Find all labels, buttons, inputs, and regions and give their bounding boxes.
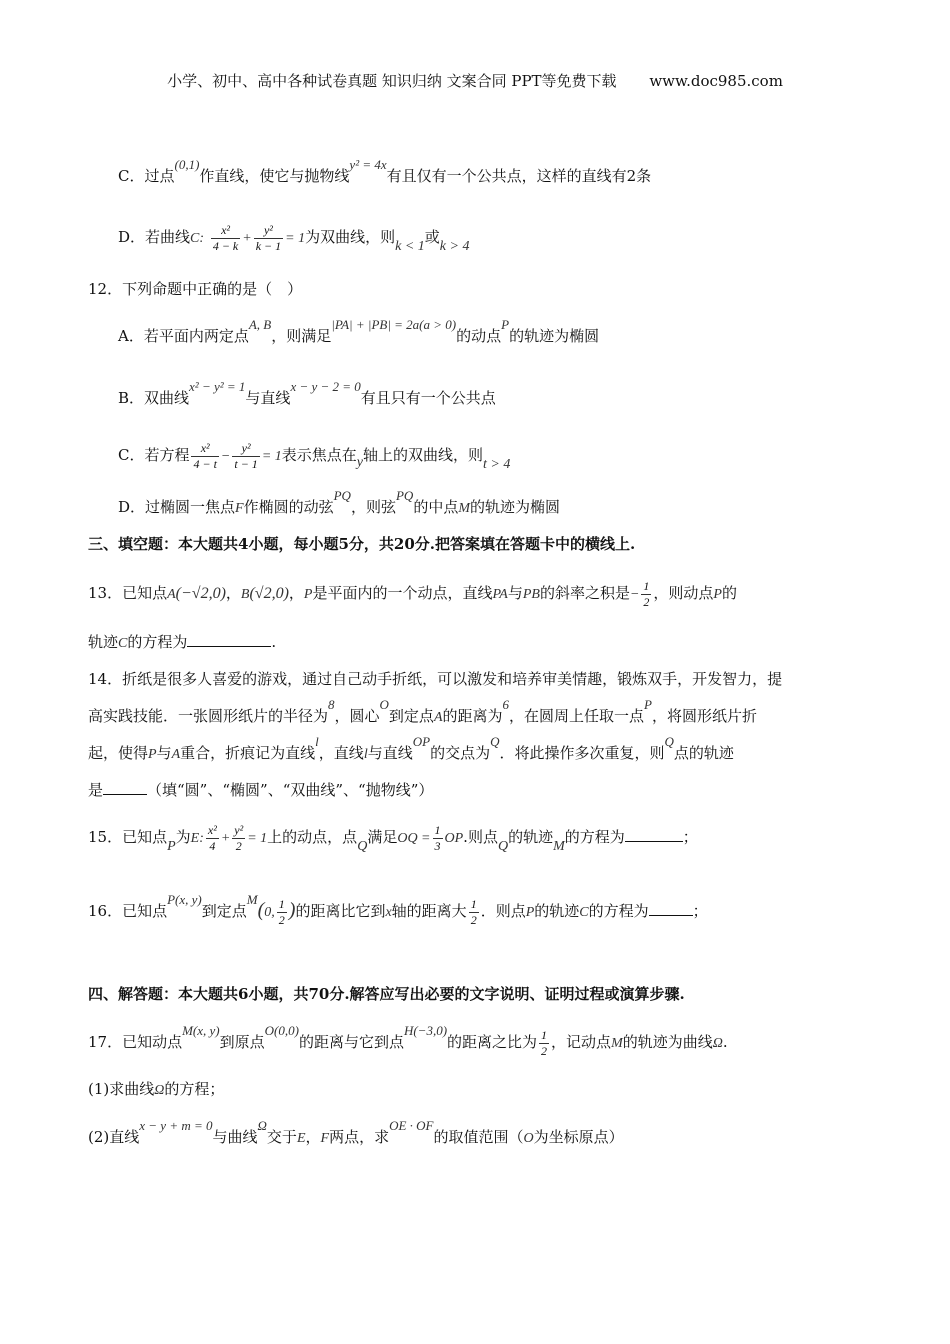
text-span: 2 [470,912,477,927]
text-span: A．若平面内两定点 [118,327,249,345]
text-span: 的轨迹 [508,828,554,846]
text-span: t − 1 [234,456,258,471]
text-span: x² [191,441,218,457]
text-span: (1)求曲线 [88,1080,155,1098]
text-span: 为 [175,828,191,846]
text-span: x² [211,223,240,239]
math-expression: l [315,734,319,749]
q11-option-d [118,222,469,254]
math-expression: + [242,231,252,246]
text-span: 的轨迹 [534,902,580,920]
math-expression: 0, [264,905,275,920]
math-expression: P [303,587,313,602]
text-span: 轴上的双曲线，则 [363,446,484,464]
math-expression: PB [522,587,540,602]
page-header [0,70,950,91]
text-span: 1 [278,896,285,911]
math-expression: O(0,0) [264,1023,299,1038]
math-expression: M [246,892,258,907]
fraction [191,441,218,472]
math-expression: P [167,839,176,854]
fraction [641,579,651,610]
fraction [254,223,283,254]
math-expression: Q [490,734,500,749]
answer-blank[interactable] [625,827,683,842]
math-expression: PQ [333,488,351,503]
text-span: 有且只有一个公共点 [360,389,496,407]
math-expression: H(−3,0) [403,1023,448,1038]
math-expression: C [579,905,589,920]
text-span: y² [232,441,259,457]
text-span: 2 [643,594,650,609]
math-expression: E [296,1131,306,1146]
math-expression: Q [497,839,509,854]
text-span: ，记动点 [551,1033,612,1051]
text-span: 轨迹 [88,633,119,651]
text-span: . [722,1033,728,1051]
text-span: 轴的距离大 [391,902,467,920]
math-expression: + [220,831,231,846]
text-span: 两点，求 [329,1128,390,1146]
math-expression: P [501,317,510,332]
math-expression: PQ [395,488,414,503]
math-expression: = 1 [247,831,268,846]
math-expression: B [240,587,250,602]
text-span: x² [207,822,217,837]
q17-part-2 [88,1118,624,1149]
text-span: C．过点 [118,167,175,185]
text-span: 的 [721,584,737,602]
math-expression: x − y + m = 0 [139,1118,213,1133]
math-expression: C [118,636,128,651]
section-3-heading: 三、填空题：本大题共4小题，每小题5分，共20分.把答案填在答题卡中的横线上. [88,535,636,553]
text-span: ，直线 [318,744,364,762]
q12-option-d [118,488,561,519]
math-expression: ( [257,899,265,921]
math-expression: OP [444,831,464,846]
text-span: 到定点 [388,707,434,725]
math-expression: O [379,697,389,712]
text-span: 4 − k [212,238,239,253]
text-span: 为双曲线，则 [305,228,396,246]
text-span: y² [234,822,244,837]
text-span: 与 [507,584,523,602]
math-expression: t > 4 [483,457,511,472]
math-expression: M [553,839,565,854]
text-span: ， [288,584,304,602]
math-expression: = 1 [285,231,306,246]
text-span: 的方程为 [564,828,625,846]
math-expression: 6 [502,697,510,712]
text-span: 1 [434,822,441,837]
math-point: (0,1) [174,157,200,172]
text-span: 为坐标原点） [533,1128,624,1146]
math-expression: M [611,1036,623,1051]
text-span: 的取值范围（ [433,1128,524,1146]
fraction [539,1028,549,1059]
math-expression: y [356,455,363,470]
q17-stem [88,1023,728,1059]
text-span: D．若曲线 [118,228,191,246]
q14-line-4 [88,780,433,800]
text-span: 到原点 [219,1033,265,1051]
text-span: 的中点 [413,498,459,516]
text-span: .则点 [463,828,498,846]
text-span: ．则点 [480,902,526,920]
math-expression: OQ = [397,831,431,846]
text-span: ，将圆形纸片折 [651,707,757,725]
text-span: 的距离为 [442,707,503,725]
text-span: k − 1 [255,238,282,253]
math-expression: A [167,587,176,602]
math-expression: A [171,747,181,762]
text-span: 4 [209,838,216,853]
math-expression: k < 1 [395,239,425,254]
section-4-heading: 四、解答题：本大题共6小题，共70分.解答应写出必要的文字说明、证明过程或演算步骤. [88,985,685,1003]
math-expression: A [433,710,443,725]
text-span: 3 [434,838,441,853]
text-span: ，则满足 [271,327,332,345]
text-span: 2 [278,912,285,927]
math-expression: x [385,905,392,920]
q14-line-3 [88,734,734,765]
text-span: 与曲线 [212,1128,258,1146]
math-expression: Q [664,734,674,749]
text-span: 2 [541,1043,548,1058]
text-span: 的斜率之积是 [539,584,630,602]
text-span: ，圆心 [334,707,380,725]
math-expression: A, B [248,317,272,332]
text-span: 1 [541,1027,548,1042]
math-expression: Ω [154,1083,165,1098]
text-span: 的轨迹为椭圆 [470,498,561,516]
math-expression: P [525,905,535,920]
math-expression: Ω [257,1118,267,1133]
text-span: 16．已知点 [88,902,168,920]
q17-part-1 [88,1079,224,1101]
text-span: . [271,633,277,651]
text-span: 作椭圆的动弦 [243,498,334,516]
math-expression: x² − y² = 1 [189,379,246,394]
text-span: 2 [235,838,242,853]
text-span: ，则弦 [350,498,396,516]
q14-line-2 [88,697,757,728]
math-expression: Ω [712,1036,723,1051]
math-parabola: y² = 4x [349,157,387,172]
q14-line-1: 14．折纸是很多人喜爱的游戏，通过自己动手折纸，可以激发和培养审美情趣，锻炼双手，开发智力，提 [88,670,783,688]
text-span: 的轨迹为曲线 [622,1033,713,1051]
text-span: 作直线，使它与抛物线 [199,167,350,185]
fraction [211,223,240,254]
math-expression: (√2,0) [249,585,289,602]
q15-line [88,822,698,854]
text-span: 的动点 [456,327,502,345]
text-span: ； [692,902,708,920]
text-span: 表示焦点在 [281,446,357,464]
math-expression: P [148,747,157,762]
math-expression: x − y − 2 = 0 [290,379,361,394]
text-span: 15．已知点 [88,828,168,846]
fraction [232,441,259,472]
q12-option-b [118,379,496,409]
q12-stem: 12．下列命题中正确的是（ ） [88,280,303,298]
text-span: 13．已知点 [88,584,168,602]
text-span: 的方程为 [588,902,649,920]
math-expression: Q [357,839,368,854]
text-span: 满足 [367,828,398,846]
text-span: ，在圆周上任取一点 [509,707,645,725]
text-span: 的方程为 [127,633,188,651]
math-expression: (−√2,0) [175,585,226,602]
text-span: 点的轨迹 [673,744,734,762]
math-expression: F [320,1131,330,1146]
math-expression: |PA| + |PB| = 2a(a > 0) [331,317,457,332]
q16-line [88,892,708,928]
text-span: 4 − t [193,456,217,471]
text-span: y² [254,223,283,239]
math-expression: − [629,587,640,602]
header-text: 小学、初中、高中各种试卷真题 知识归纳 文案合同 PPT等免费下载 [167,72,617,90]
text-span: 的距离比它到 [295,902,386,920]
text-span: 是平面内的一个动点，直线 [312,584,493,602]
answer-blank[interactable] [103,780,147,795]
text-span: 上的动点，点 [267,828,358,846]
text-span: B．双曲线 [118,389,190,407]
text-span: 与直线 [367,744,413,762]
q13-line-2 [88,632,276,654]
math-expression: OE · OF [389,1118,434,1133]
text-span: ， [225,584,241,602]
text-span: ， [305,1128,321,1146]
text-span: 或 [424,228,440,246]
fraction [206,823,219,854]
answer-blank[interactable] [649,901,693,916]
text-span: 重合，折痕记为直线 [180,744,316,762]
text-span: 到定点 [201,902,247,920]
text-span: ，则动点 [653,584,714,602]
fraction [232,823,245,854]
text-span: 高实践技能．一张圆形纸片的半径为 [88,707,329,725]
math-expression: E: [190,831,204,846]
text-span: 是 [88,781,104,799]
text-span: D．过椭圆一焦点 [118,498,236,516]
text-span: 1 [470,896,477,911]
math-expression: 8 [328,697,335,712]
text-span: 的距离与它到点 [298,1033,404,1051]
math-expression: M [458,501,470,516]
text-span: 17．已知动点 [88,1033,183,1051]
text-span: ； [682,828,698,846]
math-expression: P [644,697,652,712]
math-expression: O [523,1131,534,1146]
text-span: 的距离之比为 [447,1033,538,1051]
text-span: 1 [643,578,650,593]
fraction [469,897,479,928]
fraction [277,897,287,928]
q11-option-c [118,157,652,187]
text-span: 的方程； [164,1080,225,1098]
text-span: （填“圆”、“椭圆”、“双曲线”、“抛物线”） [147,781,434,799]
math-expression: l [363,747,368,762]
math-expression: PA [492,587,508,602]
text-span: (2)直线 [88,1128,140,1146]
math-expression: − [220,449,231,464]
text-span: 与 [156,744,172,762]
answer-blank[interactable] [187,632,271,647]
text-span: 与直线 [245,389,291,407]
math-expression: = 1 [261,449,282,464]
header-url[interactable]: www.doc985.com [649,72,783,90]
text-span: 的交点为 [430,744,491,762]
text-span: 起，使得 [88,744,149,762]
text-span: 交于 [266,1128,297,1146]
text-span: C．若方程 [118,446,190,464]
q12-option-c [118,440,510,472]
math-expression: k > 4 [439,239,470,254]
math-expression: ) [288,899,296,921]
q13-line-1 [88,578,737,610]
math-expression: P(x, y) [167,892,202,907]
math-expression: M(x, y) [182,1023,220,1038]
text-span: ．将此操作多次重复，则 [499,744,665,762]
text-span: 的轨迹为椭圆 [509,327,600,345]
math-expression: C: [190,231,205,246]
math-expression: P [713,587,722,602]
fraction [433,823,443,854]
text-span: 有且仅有一个公共点，这样的直线有2条 [386,167,652,185]
q12-option-a [118,317,600,347]
math-expression: OP [412,734,431,749]
math-expression: F [235,501,244,516]
